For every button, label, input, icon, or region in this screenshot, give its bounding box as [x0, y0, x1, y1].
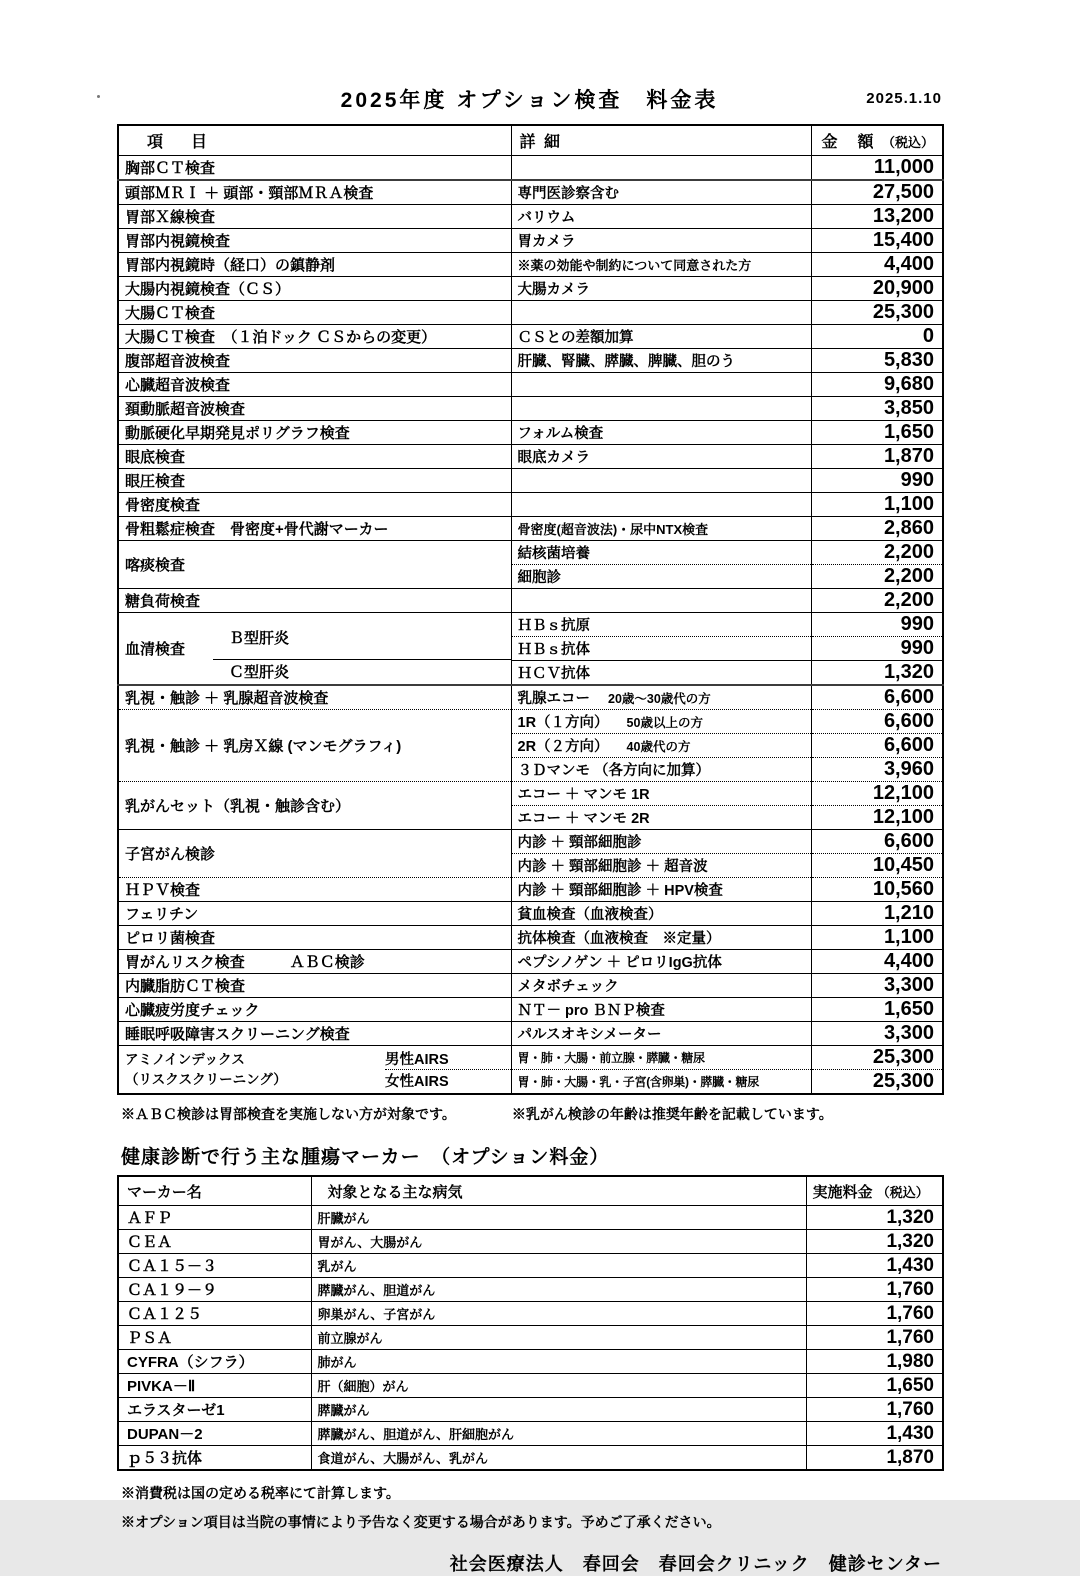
item-cell: 頚動脈超音波検査: [118, 397, 511, 421]
detail-cell: [511, 373, 811, 397]
marker-disease-cell: 前立腺がん: [311, 1326, 806, 1350]
amount-cell: 25,300: [811, 301, 943, 325]
marker-fee-cell: 1,430: [806, 1254, 943, 1278]
scan-speck: [97, 95, 100, 98]
amount-cell: 6,600: [811, 710, 943, 734]
detail-cell: 内診 ＋ 頸部細胞診: [511, 830, 811, 854]
document-content: [117, 0, 942, 1576]
item-cell: 骨粗鬆症検査 骨密度+骨代謝マーカー: [118, 517, 511, 541]
detail-cell: [511, 589, 811, 613]
marker-name-cell: ＣＡ１９－９: [118, 1278, 311, 1302]
fee-row: [118, 229, 943, 253]
fee-row: [118, 253, 943, 277]
item-cell: 乳視・触診 ＋ 乳腺超音波検査: [118, 685, 511, 710]
marker-name-cell: ｐ５３抗体: [127, 1450, 203, 1467]
detail-cell: 結核菌培養: [511, 541, 811, 565]
fee-row: [118, 1046, 943, 1070]
detail-cell: 2R（２方向） 40歳代の方: [511, 734, 811, 758]
amount-cell: 13,200: [811, 205, 943, 229]
fee-row: [118, 613, 943, 637]
item-cell-uterine: 子宮がん検診: [118, 830, 511, 878]
fee-row: [118, 782, 943, 806]
detail-cell: 1R（１方向） 50歳以上の方: [511, 710, 811, 734]
tax-note: （税込）: [881, 135, 934, 150]
item-cell: 胃部内視鏡時（経口）の鎮静剤: [118, 253, 511, 277]
title-row: [117, 84, 942, 116]
fee-row: [118, 421, 943, 445]
bottom-notes: [117, 1483, 942, 1532]
marker-disease-cell: 膵臓がん: [311, 1398, 806, 1422]
marker-fee-cell: 1,760: [806, 1398, 943, 1422]
detail-cell: ペプシノゲン ＋ ピロリIgG抗体: [511, 950, 811, 974]
marker-fee-cell: 1,870: [806, 1446, 943, 1471]
detail-cell: 胃カメラ: [511, 229, 811, 253]
marker-disease-cell: 胃がん、大腸がん: [311, 1230, 806, 1254]
marker-disease-cell: 膵臓がん、胆道がん: [311, 1278, 806, 1302]
amount-cell: 9,680: [811, 373, 943, 397]
fee-row: [118, 277, 943, 301]
marker-disease-cell: 膵臓がん、胆道がん、肝細胞がん: [311, 1422, 806, 1446]
note-subject-to-change: ※オプション項目は当院の事情により予告なく変更する場合があります。予めご了承ください。: [121, 1514, 721, 1530]
marker-disease-cell: 肝臓がん: [311, 1206, 806, 1230]
marker-row: [118, 1350, 943, 1374]
marker-row: [118, 1446, 943, 1471]
amount-cell: 25,300: [811, 1070, 943, 1095]
fee-row: [118, 710, 943, 734]
detail-cell: 内診 ＋ 頸部細胞診 ＋ 超音波: [511, 854, 811, 878]
note-consumption-tax: ※消費税は国の定める税率にて計算します。: [121, 1485, 400, 1501]
marker-fee-cell: 1,430: [806, 1422, 943, 1446]
amount-cell: 15,400: [811, 229, 943, 253]
item-cell: 大腸ＣＴ検査 （１泊ドック ＣＳからの変更）: [118, 325, 511, 349]
fee-row: [118, 974, 943, 998]
detail-cell: ※薬の効能や制約について同意された方: [511, 253, 811, 277]
amount-cell: 12,100: [811, 782, 943, 806]
amount-cell: 1,650: [811, 998, 943, 1022]
amount-cell: 3,960: [811, 758, 943, 782]
amount-cell: 990: [811, 613, 943, 637]
amount-cell: 1,100: [811, 926, 943, 950]
amount-cell: 1,100: [811, 493, 943, 517]
amount-cell: 1,650: [811, 421, 943, 445]
amount-cell: 2,200: [811, 589, 943, 613]
fee-row: [118, 445, 943, 469]
marker-disease-cell: 食道がん、大腸がん、乳がん: [311, 1446, 806, 1471]
item-cell: 大腸内視鏡検査（ＣＳ）: [118, 277, 511, 301]
fee-row: [118, 902, 943, 926]
item-cell: 大腸ＣＴ検査: [118, 301, 511, 325]
amount-cell: 6,600: [811, 685, 943, 710]
clinic-footer: 社会医療法人 春回会 春回会クリニック 健診センター: [449, 1554, 942, 1574]
detail-cell: エコー ＋ マンモ 2R: [511, 806, 811, 830]
detail-cell: ＨＢｓ抗体: [511, 637, 811, 661]
marker-row: [118, 1254, 943, 1278]
detail-cell: [511, 156, 811, 181]
amount-cell: 1,320: [811, 661, 943, 686]
male-airs-label: 男性AIRS: [385, 1048, 511, 1071]
amount-cell: 1,210: [811, 902, 943, 926]
marker-fee-cell: 1,760: [806, 1326, 943, 1350]
date-label: 2025.1.10: [866, 90, 942, 107]
detail-cell: 大腸カメラ: [511, 277, 811, 301]
marker-name-cell: DUPAN－2: [118, 1422, 311, 1446]
detail-cell: 肝臓、腎臓、膵臓、脾臓、胆のう: [511, 349, 811, 373]
detail-cell: [511, 301, 811, 325]
marker-table: [117, 1175, 944, 1471]
fee-row: [118, 830, 943, 854]
page-title: 2025年度 オプション検査 料金表: [340, 89, 719, 112]
detail-cell: フォルム検査: [511, 421, 811, 445]
marker-row: [118, 1278, 943, 1302]
item-cell: 腹部超音波検査: [118, 349, 511, 373]
marker-fee-cell: 1,320: [806, 1230, 943, 1254]
note-breast-age: ※乳がん検診の年齢は推奨年齢を記載しています。: [511, 1106, 833, 1122]
detail-cell: 抗体検査（血液検査 ※定量）: [511, 926, 811, 950]
fee-row: [118, 397, 943, 421]
item-cell: 糖負荷検査: [118, 589, 511, 613]
amount-cell: 990: [811, 637, 943, 661]
amino-label-line2: （リスクスクリーニング）: [125, 1071, 287, 1087]
marker-header-disease: 対象となる主な病気: [311, 1176, 806, 1206]
marker-row: [118, 1326, 943, 1350]
amount-cell: 10,560: [811, 878, 943, 902]
amount-cell: 11,000: [811, 156, 943, 181]
item-cell-mammography: 乳視・触診 ＋ 乳房Ｘ線 (マンモグラフィ): [118, 710, 511, 782]
marker-name-cell: ＣＡ１２５: [118, 1302, 311, 1326]
amount-cell: 1,870: [811, 445, 943, 469]
amount-cell: 0: [811, 325, 943, 349]
amount-cell: 10,450: [811, 854, 943, 878]
marker-row: [118, 1374, 943, 1398]
fee-row: [118, 205, 943, 229]
amount-cell: 2,860: [811, 517, 943, 541]
fee-row: [118, 469, 943, 493]
amount-cell: 6,600: [811, 734, 943, 758]
item-cell: 心臓超音波検査: [118, 373, 511, 397]
marker-header-row: [118, 1176, 943, 1206]
item-cell: ＨＰＶ検査: [118, 878, 511, 902]
amino-group: [119, 1048, 511, 1092]
detail-cell: ＨＣＶ抗体: [511, 661, 811, 686]
marker-fee-cell: 1,650: [806, 1374, 943, 1398]
marker-name-cell: ＡＦＰ: [118, 1206, 311, 1230]
detail-cell: 細胞診: [511, 565, 811, 589]
amount-cell: 5,830: [811, 349, 943, 373]
detail-cell: バリウム: [511, 205, 811, 229]
fee-row: [118, 493, 943, 517]
fee-row: [118, 589, 943, 613]
fee-row: [118, 878, 943, 902]
item-cell: 眼圧検査: [118, 469, 511, 493]
marker-fee-cell: 1,320: [806, 1206, 943, 1230]
marker-row: [118, 1230, 943, 1254]
marker-name-cell: ＣＡ１５－３: [118, 1254, 311, 1278]
detail-cell: ３Ｄマンモ （各方向に加算）: [511, 758, 811, 782]
marker-fee-cell: 1,980: [806, 1350, 943, 1374]
fee-row: [118, 180, 943, 205]
fee-row: [118, 1022, 943, 1046]
detail-cell: 骨密度(超音波法)・尿中NTX検査: [511, 517, 811, 541]
fees-header-row: [118, 125, 943, 156]
item-cell: 胃部内視鏡検査: [118, 229, 511, 253]
item-cell: ピロリ菌検査: [118, 926, 511, 950]
marker-row: [118, 1206, 943, 1230]
fee-row: [118, 685, 943, 710]
marker-row: [118, 1422, 943, 1446]
fee-row: [118, 301, 943, 325]
marker-disease-cell: 肝（細胞）がん: [311, 1374, 806, 1398]
marker-disease-cell: 卵巣がん、子宮がん: [311, 1302, 806, 1326]
item-cell-sputum: 喀痰検査: [118, 541, 511, 589]
detail-cell: 専門医診察含む: [511, 180, 811, 205]
marker-row: [118, 1302, 943, 1326]
fee-row: [118, 373, 943, 397]
fee-row: [118, 541, 943, 565]
marker-name-cell: ＣＥＡ: [118, 1230, 311, 1254]
fees-table: [117, 124, 944, 1095]
fee-row: [118, 517, 943, 541]
serum-label: 血清検査: [125, 641, 186, 658]
amount-cell: 6,600: [811, 830, 943, 854]
amount-cell: 3,850: [811, 397, 943, 421]
detail-cell: 眼底カメラ: [511, 445, 811, 469]
amount-cell: 25,300: [811, 1046, 943, 1070]
marker-section-title: 健康診断で行う主な腫瘍マーカー （オプション料金）: [121, 1147, 610, 1168]
amount-cell: 2,200: [811, 541, 943, 565]
item-cell: 内臓脂肪ＣＴ検査: [118, 974, 511, 998]
fee-row: [118, 926, 943, 950]
fees-header-amount: 金 額 （税込）: [811, 125, 943, 156]
fee-row: [118, 156, 943, 181]
fee-row: [118, 349, 943, 373]
amount-cell: 4,400: [811, 253, 943, 277]
item-cell-serum: [118, 613, 511, 686]
hepatitis-c-label: Ｃ型肝炎: [229, 663, 290, 681]
amount-cell: 27,500: [811, 180, 943, 205]
item-cell: 胃部Ｘ線検査: [118, 205, 511, 229]
detail-cell: ＨＢｓ抗原: [511, 613, 811, 637]
amount-cell: 990: [811, 469, 943, 493]
marker-name-cell: ＰＳＡ: [118, 1326, 311, 1350]
item-cell: 動脈硬化早期発見ポリグラフ検査: [118, 421, 511, 445]
female-airs-label: 女性AIRS: [385, 1074, 449, 1091]
marker-name-cell: CYFRA（シフラ）: [118, 1350, 311, 1374]
item-cell: 骨密度検査: [118, 493, 511, 517]
detail-cell: 内診 ＋ 頸部細胞診 ＋ HPV検査: [511, 878, 811, 902]
detail-cell: ＣＳとの差額加算: [511, 325, 811, 349]
marker-fee-cell: 1,760: [806, 1278, 943, 1302]
item-cell-amino-index: [118, 1046, 511, 1095]
marker-disease-cell: 乳がん: [311, 1254, 806, 1278]
amount-cell: 20,900: [811, 277, 943, 301]
serum-group: [119, 615, 511, 682]
age-note: 50歳以上の方: [626, 716, 703, 730]
marker-header-fee: 実施料金 （税込）: [806, 1176, 943, 1206]
amount-cell: 12,100: [811, 806, 943, 830]
fee-row: [118, 950, 943, 974]
marker-row: [118, 1398, 943, 1422]
item-cell: 胸部ＣＴ検査: [118, 156, 511, 181]
detail-cell: 貧血検査（血液検査）: [511, 902, 811, 926]
item-cell: フェリチン: [118, 902, 511, 926]
detail-cell: 乳腺エコー 20歳～30歳代の方: [511, 685, 811, 710]
detail-cell: [511, 397, 811, 421]
amount-cell: 4,400: [811, 950, 943, 974]
item-cell-breast-set: 乳がんセット（乳視・触診含む）: [118, 782, 511, 830]
marker-header-name: マーカー名: [118, 1176, 311, 1206]
detail-cell: 胃・肺・大腸・前立腺・膵臓・糖尿: [511, 1046, 811, 1070]
fee-row: [118, 998, 943, 1022]
detail-cell: パルスオキシメーター: [511, 1022, 811, 1046]
marker-name-cell: エラスターゼ1: [118, 1398, 311, 1422]
marker-disease-cell: 肺がん: [311, 1350, 806, 1374]
amount-cell: 3,300: [811, 974, 943, 998]
item-cell: 胃がんリスク検査 ＡＢＣ検診: [118, 950, 511, 974]
fees-header-detail: 詳 細: [511, 125, 811, 156]
amount-cell: 2,200: [811, 565, 943, 589]
hepatitis-b-label: Ｂ型肝炎: [213, 615, 511, 660]
item-cell: 心臓疲労度チェック: [118, 998, 511, 1022]
detail-cell: 胃・肺・大腸・乳・子宮(含卵巣)・膵臓・糖尿: [511, 1070, 811, 1095]
item-cell: 頭部ＭＲＩ ＋ 頭部・頸部ＭＲＡ検査: [118, 180, 511, 205]
detail-cell: ＮＴ－ pro ＢＮＰ検査: [511, 998, 811, 1022]
detail-cell: エコー ＋ マンモ 1R: [511, 782, 811, 806]
fees-header-item: 項 目: [118, 125, 511, 156]
item-cell: 睡眠呼吸障害スクリーニング検査: [118, 1022, 511, 1046]
amino-label-line1: アミノインデックス: [125, 1051, 245, 1067]
mid-notes: [117, 1104, 942, 1124]
age-note: 40歳代の方: [626, 740, 691, 754]
marker-name-cell: PIVKA－Ⅱ: [118, 1374, 311, 1398]
tax-note: （税込）: [876, 1184, 929, 1200]
detail-cell: [511, 469, 811, 493]
fee-row: [118, 325, 943, 349]
item-cell: 眼底検査: [118, 445, 511, 469]
amount-cell: 3,300: [811, 1022, 943, 1046]
note-abc: ※ＡＢＣ検診は胃部検査を実施しない方が対象です。: [121, 1106, 456, 1122]
age-note: 20歳～30歳代の方: [608, 692, 711, 706]
detail-cell: [511, 493, 811, 517]
detail-cell: メタボチェック: [511, 974, 811, 998]
marker-fee-cell: 1,760: [806, 1302, 943, 1326]
